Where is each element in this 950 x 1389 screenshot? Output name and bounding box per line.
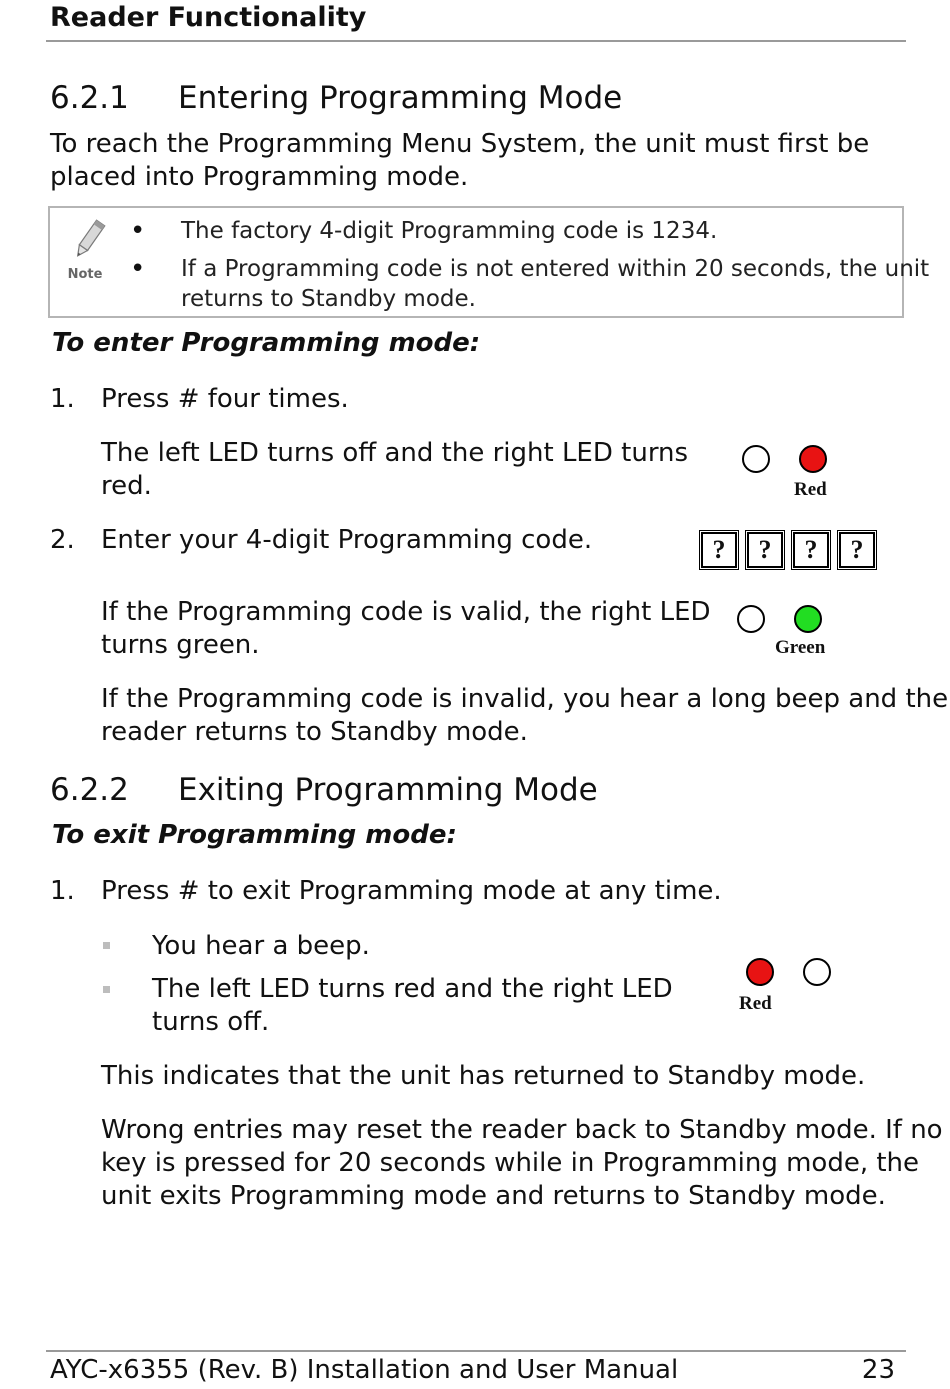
note-icon-label: Note bbox=[67, 267, 103, 282]
code-digit: ? bbox=[747, 532, 783, 568]
detail-line: If the Programming code is valid, the right LED bbox=[101, 597, 711, 627]
bullet-line: The left LED turns red and the right LED bbox=[152, 974, 673, 1004]
left-led-icon bbox=[738, 606, 764, 632]
section-heading-6-2-2 bbox=[50, 772, 598, 808]
bullet-dot: • bbox=[130, 254, 146, 284]
step-text: Press # four times. bbox=[101, 384, 349, 414]
intro-line: To reach the Programming Menu System, the unit must first be bbox=[50, 129, 870, 159]
code-digit-box bbox=[745, 530, 785, 570]
section-title: Entering Programming Mode bbox=[178, 80, 623, 116]
paragraph-line: Wrong entries may reset the reader back to Standby mode. If no bbox=[101, 1115, 943, 1145]
warning-paragraph bbox=[101, 1114, 943, 1213]
keypad-code-boxes bbox=[699, 530, 877, 570]
header-rule bbox=[46, 40, 906, 42]
paragraph-line: unit exits Programming mode and returns to Standby mode. bbox=[101, 1181, 886, 1211]
section-heading-6-2-1 bbox=[50, 80, 622, 116]
code-digit-box bbox=[699, 530, 739, 570]
section-number: 6.2.2 bbox=[50, 772, 129, 808]
detail-line: red. bbox=[101, 471, 152, 501]
procedure-heading-exit: To exit Programming mode: bbox=[52, 820, 457, 850]
code-digit-box bbox=[837, 530, 877, 570]
section-number: 6.2.1 bbox=[50, 80, 129, 116]
standby-paragraph: This indicates that the unit has returned to Standby mode. bbox=[101, 1061, 866, 1091]
step-text: Press # to exit Programming mode at any time. bbox=[101, 876, 722, 906]
right-led-icon bbox=[800, 446, 826, 472]
detail-line: If the Programming code is invalid, you hear a long beep and the bbox=[101, 684, 949, 714]
led-label: Red bbox=[739, 993, 772, 1014]
bullet-line: turns off. bbox=[152, 1007, 270, 1037]
code-digit-box bbox=[791, 530, 831, 570]
footer-rule bbox=[46, 1350, 906, 1352]
note-line: returns to Standby mode. bbox=[181, 286, 476, 312]
code-digit: ? bbox=[839, 532, 875, 568]
detail-line: turns green. bbox=[101, 630, 260, 660]
step-number: 1. bbox=[50, 384, 75, 414]
led-indicator-pair bbox=[745, 957, 845, 995]
intro-line: placed into Programming mode. bbox=[50, 162, 469, 192]
sub-bullet-1: You hear a beep. bbox=[152, 931, 370, 961]
valid-code-text bbox=[101, 596, 711, 662]
code-digit: ? bbox=[701, 532, 737, 568]
left-led-icon bbox=[743, 446, 769, 472]
left-led-icon bbox=[747, 959, 773, 985]
right-led-icon bbox=[804, 959, 830, 985]
code-digit: ? bbox=[793, 532, 829, 568]
detail-line: The left LED turns off and the right LED turns bbox=[101, 438, 689, 468]
step-number: 2. bbox=[50, 525, 75, 555]
section-intro bbox=[50, 128, 869, 194]
note-bullet-1: The factory 4-digit Programming code is 1234. bbox=[181, 218, 718, 244]
invalid-code-text bbox=[101, 683, 948, 749]
led-label: Green bbox=[775, 637, 826, 658]
detail-line: reader returns to Standby mode. bbox=[101, 717, 528, 747]
note-bullet-2 bbox=[181, 254, 929, 314]
step-text: Enter your 4-digit Programming code. bbox=[101, 525, 593, 555]
sub-bullet-2 bbox=[152, 973, 673, 1039]
square-bullet bbox=[103, 986, 110, 993]
led-indicator-pair bbox=[741, 444, 841, 482]
led-label: Red bbox=[794, 479, 827, 500]
running-header: Reader Functionality bbox=[50, 2, 367, 33]
footer-manual-title: AYC-x6355 (Rev. B) Installation and User Manual bbox=[50, 1355, 679, 1385]
step-number: 1. bbox=[50, 876, 75, 906]
bullet-dot: • bbox=[130, 216, 146, 246]
right-led-icon bbox=[795, 606, 821, 632]
note-line: If a Programming code is not entered within 20 seconds, the unit bbox=[181, 256, 930, 282]
square-bullet bbox=[103, 942, 110, 949]
procedure-heading-enter: To enter Programming mode: bbox=[52, 328, 481, 358]
section-title: Exiting Programming Mode bbox=[178, 772, 598, 808]
page-number: 23 bbox=[861, 1355, 895, 1385]
paragraph-line: key is pressed for 20 seconds while in Programming mode, the bbox=[101, 1148, 920, 1178]
step-detail bbox=[101, 437, 688, 503]
